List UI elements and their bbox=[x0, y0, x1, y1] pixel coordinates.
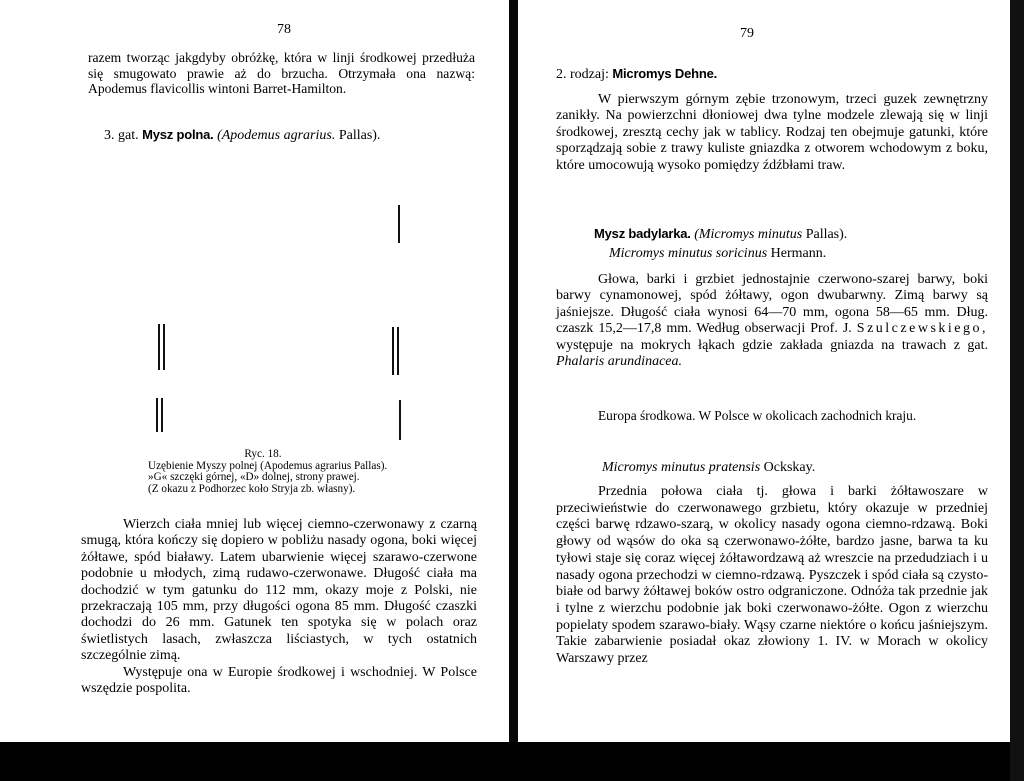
caption-line-1: Uzębienie Myszy polnej (Apodemus agrarius Pallas). bbox=[148, 459, 388, 472]
species-latin: (Micromys minutus bbox=[694, 227, 803, 242]
desc-plant-latin: Phalaris arundinacea. bbox=[556, 354, 682, 370]
synonym-latin: Micromys minutus soricinus bbox=[609, 246, 768, 261]
heading-number: 3. gat. bbox=[104, 128, 139, 143]
desc-text-2: występuje na mokrych łąkach gdzie zakłada gniazda na trawach z gat. bbox=[556, 337, 988, 353]
upper-teeth-mark-right bbox=[392, 327, 399, 375]
page-number-left: 78 bbox=[277, 22, 291, 37]
species-heading-apodemus bbox=[104, 127, 464, 144]
caption-line-2: »G« szczęki górnej, «D» dolnej, strony prawej. bbox=[148, 471, 360, 484]
figure-label: Ryc. 18. bbox=[244, 448, 282, 460]
genus-heading bbox=[556, 66, 986, 83]
species-synonym bbox=[609, 246, 989, 262]
page-number-right: 79 bbox=[740, 26, 754, 41]
lower-tooth-mark-right bbox=[399, 400, 401, 440]
left-body-text bbox=[81, 517, 477, 697]
heading-author: Pallas). bbox=[338, 128, 381, 143]
species-description bbox=[556, 272, 988, 370]
figure-caption bbox=[148, 449, 408, 495]
genus-description: W pierwszym górnym zębie trzonowym, trzeci guzek zewnętrzny zanikły. Na powierzchni dłoniowej dwa tylne modzele zlewają się w linji środkowej, zresztą cechy jak w tablicy. Rodzaj ten obejmuje gatunki, które sporządzają sobie z trawy kuliste gniazdka z otworem wchodowym z boku, które umocowują wysoko pomiędzy źdźbłami traw. bbox=[556, 92, 988, 173]
body-paragraph-1: Wierzch ciała mniej lub więcej ciemno-czerwonawy z czarną smugą, która kończy się dopiero w pobliżu nasady ogona, boki więcej żółtawe, spód białawy. Latem ubarwienie więcej szarawo-czerwone podobnie u młodych, zimą rudawo-czerwonawe. Długość ciała ma dochodzić w tym gatunku do 112 mm, okazy moje z Polski, nie przekraczają 105 mm, przy długości ogona 85 mm. Długość czaszki dochodzi do 26 mm. Gatunek ten spotyka się w polach oraz świetlistych lasach, zwłaszcza liściastych, w tych ostatnich szczególnie zimą. bbox=[81, 517, 477, 664]
caption-line-3: (Z okazu z Podhorzec koło Stryja zb. własny). bbox=[148, 482, 356, 495]
species-range: Europa środkowa. W Polsce w okolicach zachodnich kraju. bbox=[598, 408, 917, 423]
desc-text: Głowa, barki i grzbiet jednostajnie czerwono-szarej barwy, boki barwy cynamonowej, spód żółtawy, ogon dwubarwny. Zimą barwy są jaśniejsze. Długość ciała wynosi 64—70 mm, ogona 58—65 mm. Dług. czaszk 15,2—17,8 mm. Według obserwacji Prof. J. bbox=[556, 272, 988, 337]
right-page bbox=[518, 0, 1024, 781]
upper-tooth-mark-right bbox=[398, 205, 400, 243]
scan-right-edge bbox=[1010, 0, 1024, 781]
species-heading-micromys bbox=[594, 226, 994, 243]
heading-latin: (Apodemus agrarius. bbox=[217, 128, 336, 143]
genus-prefix: 2. rodzaj: bbox=[556, 67, 609, 82]
synonym-author: Hermann. bbox=[770, 246, 827, 261]
species-name: Mysz badylarka. bbox=[594, 226, 691, 241]
species-author: Pallas). bbox=[805, 227, 848, 242]
intro-paragraph: razem tworząc jakgdyby obróżkę, która w linji środkowej przedłuża się smugowato prawie aż do brzucha. Otrzymała ona nazwą: Apodemus flavicollis wintoni Barret-Hamilton. bbox=[88, 50, 475, 97]
subspecies-description: Przednia połowa ciała tj. głowa i barki żółtawoszare w przeciwieństwie do czerwonawego grzbietu, który okazuje w przedniej części barwę rdzawo-szarą, w okolicy nasady ogona ciemno-rdzawą. Boki głowy od wąsów do oka są czerwonawo-żółte, bardzo jasne, barwa ta ku tyłowi staje się coraz więcej żółtawordzawą aż wreszcie na przedudziach i u nasady ogona przechodzi w ciemno-rdzawą. Pyszczek i spód ciała są czysto-białe od barwy żółtawej boków ostro odgraniczone. Odnóża tak przednie jak i tylne z wierzchu podobnie jak boki czerwonawo-żółte. Ogon z wierzchu popielaty spodem szarawo-biały. Wąsy czarne niektóre o końcu jaśniejszym. Takie zabarwienie posiadał okaz złowiony 1. IV. w Morach w okolicy Warszawy przez bbox=[556, 484, 988, 667]
subspecies-author: Ockskay. bbox=[763, 460, 816, 475]
genus-name: Micromys Dehne. bbox=[612, 66, 718, 81]
lower-teeth-mark-left bbox=[156, 398, 163, 432]
desc-person: Szulczewskiego, bbox=[856, 321, 988, 337]
book-gutter bbox=[509, 0, 518, 781]
left-page bbox=[0, 0, 509, 781]
subspecies-heading bbox=[602, 460, 1002, 476]
subspecies-latin: Micromys minutus pratensis bbox=[602, 460, 761, 475]
scan-bottom-edge bbox=[0, 742, 1024, 781]
body-paragraph-2: Występuje ona w Europie środkowej i wschodniej. W Polsce wszędzie pospolita. bbox=[81, 664, 477, 697]
heading-name: Mysz polna. bbox=[142, 127, 214, 142]
upper-teeth-mark-left bbox=[158, 324, 165, 370]
